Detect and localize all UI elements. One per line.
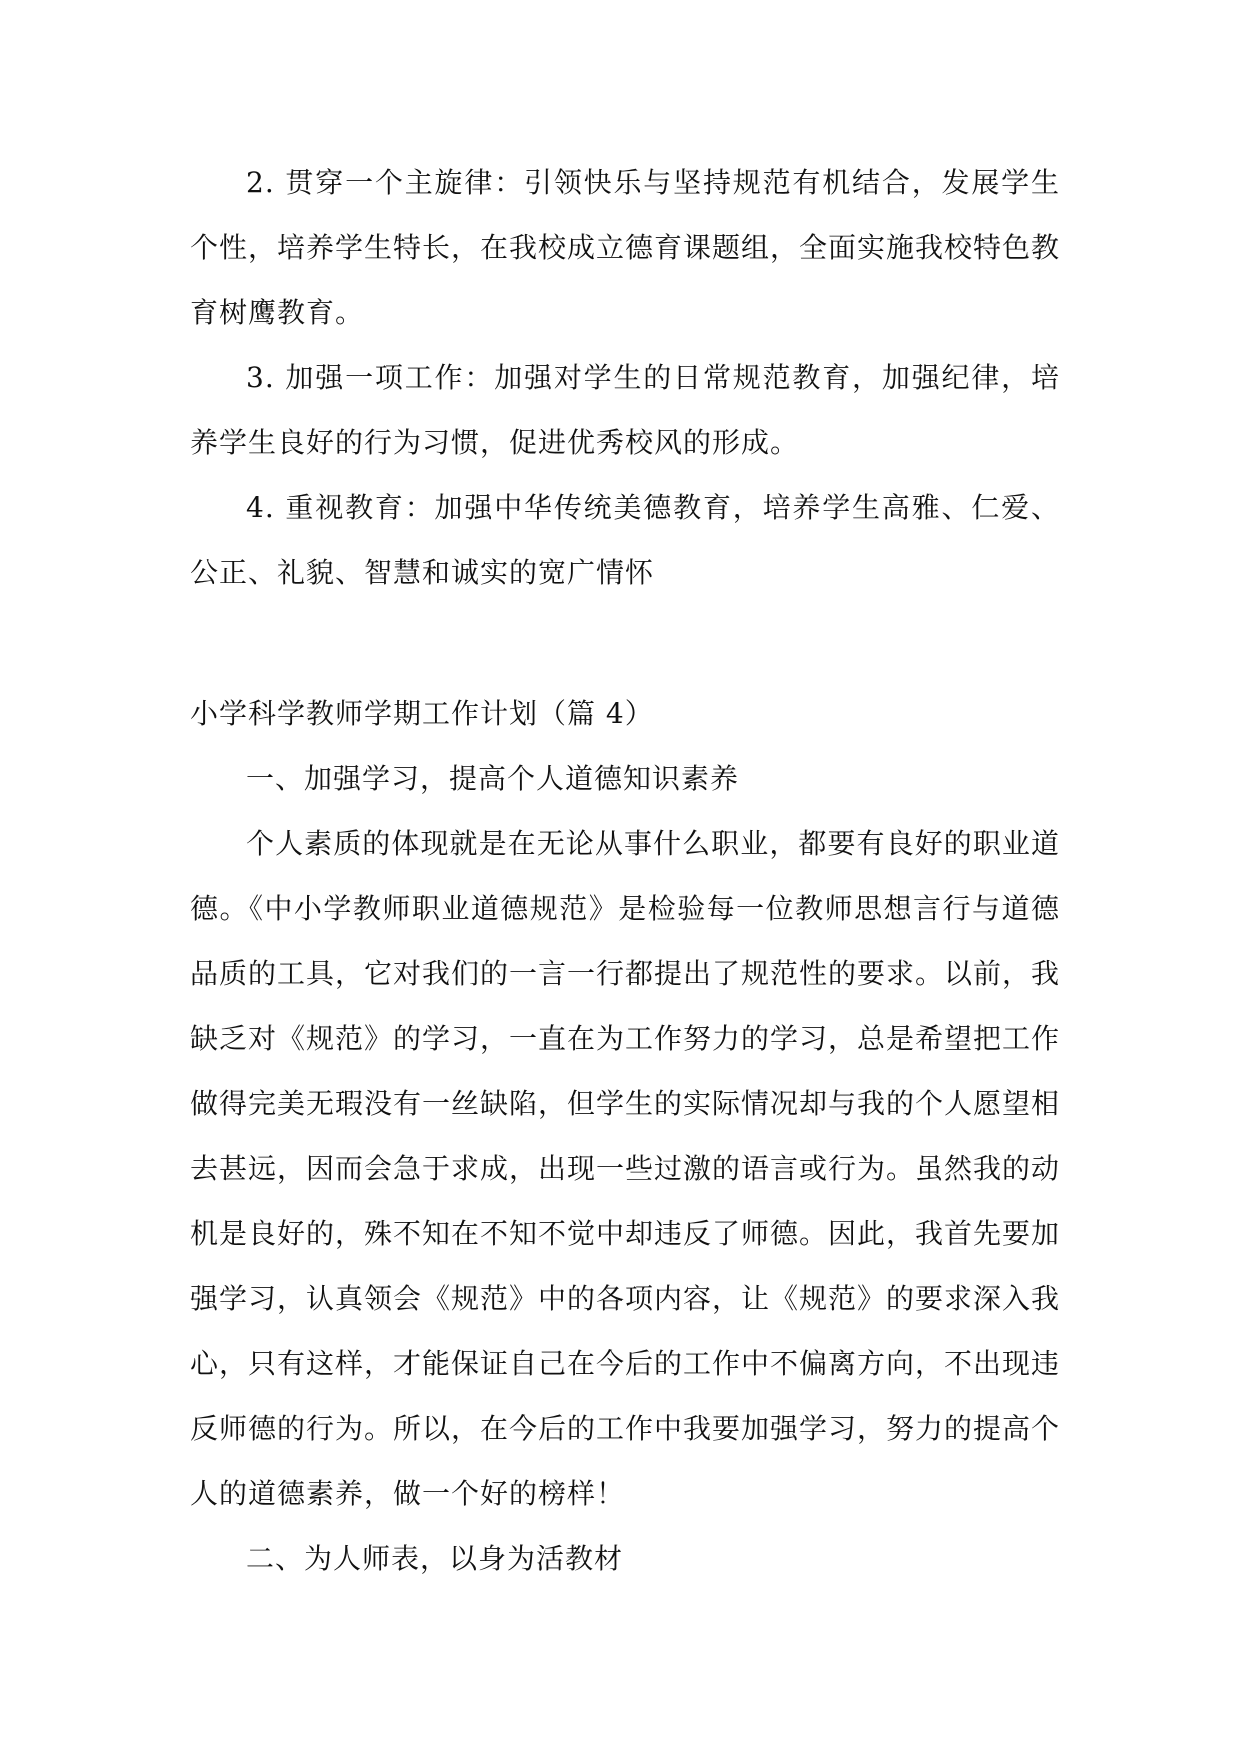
paragraph-item-4: 4. 重视教育：加强中华传统美德教育，培养学生高雅、仁爱、公正、礼貌、智慧和诚实的宽广情怀	[190, 491, 1060, 589]
section-spacer	[190, 605, 1060, 681]
document-content	[190, 150, 1060, 1591]
section-heading-2: 二、为人师表，以身为活教材	[246, 1542, 624, 1575]
paragraph-item-3: 3. 加强一项工作：加强对学生的日常规范教育，加强纪律，培养学生良好的行为习惯，促进优秀校风的形成。	[190, 361, 1060, 459]
paragraph-item-2: 2. 贯穿一个主旋律：引领快乐与坚持规范有机结合，发展学生个性，培养学生特长，在我校成立德育课题组，全面实施我校特色教育树鹰教育。	[190, 166, 1061, 329]
document-title: 小学科学教师学期工作计划（篇 4）	[190, 697, 654, 730]
section-body-1: 个人素质的体现就是在无论从事什么职业，都要有良好的职业道德。《中小学教师职业道德规范》是检验每一位教师思想言行与道德品质的工具，它对我们的一言一行都提出了规范性的要求。以前，我缺乏对《规范》的学习，一直在为工作努力的学习，总是希望把工作做得完美无瑕没有一丝缺陷，但学生的实际情况却与我的个人愿望相去甚远，因而会急于求成，出现一些过激的语言或行为。虽然我的动机是良好的，殊不知在不知不觉中却违反了师德。因此，我首先要加强学习，认真领会《规范》中的各项内容，让《规范》的要求深入我心，只有这样，才能保证自己在今后的工作中不偏离方向，不出现违反师德的行为。所以，在今后的工作中我要加强学习，努力的提高个人的道德素养，做一个好的榜样！	[190, 827, 1061, 1510]
section-heading-1: 一、加强学习，提高个人道德知识素养	[246, 762, 740, 795]
